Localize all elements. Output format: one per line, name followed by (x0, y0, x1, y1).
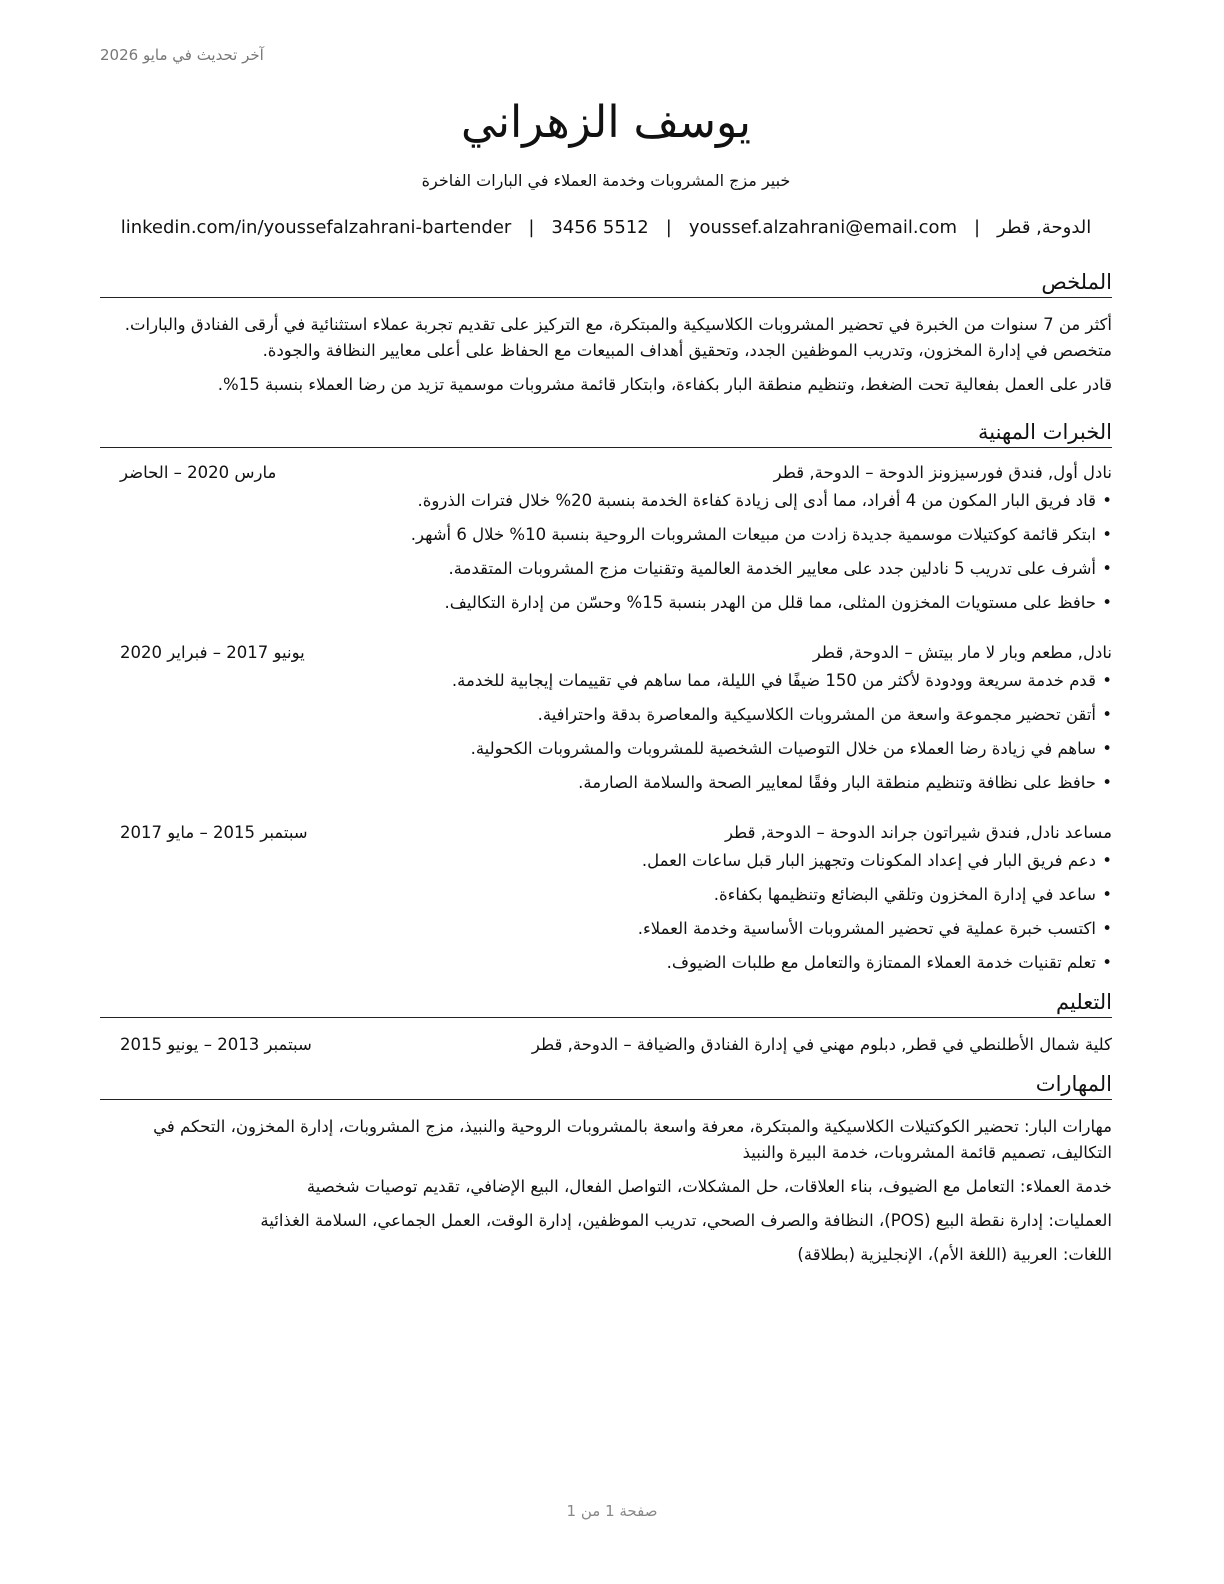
job-dates: مارس 2020 – الحاضر (120, 463, 277, 482)
job-bullet: • اكتسب خبرة عملية في تحضير المشروبات الأساسية وخدمة العملاء. (637, 919, 1112, 938)
contact-separator: | (665, 217, 672, 238)
skill-line: خدمة العملاء: التعامل مع الضيوف، بناء العلاقات، حل المشكلات، التواصل الفعال، البيع الإضافي، تقديم توصيات شخصية (306, 1177, 1112, 1196)
job-heading: نادل أول, فندق فورسيزونز الدوحة – الدوحة, قطر (773, 463, 1112, 482)
skill-line: العمليات: إدارة نقطة البيع (POS)، النظافة والصرف الصحي، تدريب الموظفين، إدارة الوقت، العمل الجماعي، السلامة الغذائية (260, 1211, 1112, 1230)
summary-section (100, 268, 1112, 398)
job-heading: مساعد نادل, فندق شيراتون جراند الدوحة – الدوحة, قطر (724, 823, 1112, 842)
education-entry: كلية شمال الأطلنطي في قطر, دبلوم مهني في إدارة الفنادق والضيافة – الدوحة, قطر (531, 1035, 1112, 1054)
job-bullet: • ساهم في زيادة رضا العملاء من خلال التوصيات الشخصية للمشروبات والمشروبات الكحولية. (470, 739, 1112, 758)
resume-page (100, 90, 1112, 1268)
summary-title: الملخص (100, 268, 1112, 298)
contact-separator: | (974, 217, 981, 238)
job-bullet: • أتقن تحضير مجموعة واسعة من المشروبات الكلاسيكية والمعاصرة بدقة واحترافية. (537, 705, 1112, 724)
skills-title: المهارات (100, 1070, 1112, 1100)
contact-separator: | (528, 217, 535, 238)
skill-line: مهارات البار: تحضير الكوكتيلات الكلاسيكية والمبتكرة، معرفة واسعة بالمشروبات الروحية والنبيذ، مزج المشروبات، إدارة المخزون، التحكم في التكاليف، تصميم قائمة المشروبات، خدمة البيرة والنبيذ (153, 1117, 1112, 1162)
summary-paragraph: قادر على العمل بفعالية تحت الضغط، وتنظيم منطقة البار بكفاءة، وابتكار قائمة مشروبات موسمية تزيد من رضا العملاء بنسبة 15%. (217, 375, 1112, 394)
job-bullet: • حافظ على مستويات المخزون المثلى، مما قلل من الهدر بنسبة 15% وحسّن من إدارة التكاليف. (444, 593, 1112, 612)
last-updated-note: آخر تحديث في مايو 2026 (100, 46, 264, 64)
contact-line (100, 216, 1112, 240)
contact-email[interactable]: youssef.alzahrani@email.com (688, 217, 958, 238)
skills-section (100, 1070, 1112, 1268)
summary-paragraph: أكثر من 7 سنوات من الخبرة في تحضير المشروبات الكلاسيكية والمبتكرة، مع التركيز على تقديم تجربة عملاء استثنائية في أرقى الفنادق والبارات. متخصص في إدارة المخزون، وتدريب الموظفين الجدد، وتحقيق أهداف المبيعات مع الحفاظ على أعلى معايير النظافة والجودة. (124, 315, 1112, 360)
skill-line: اللغات: العربية (اللغة الأم)، الإنجليزية (بطلاقة) (797, 1245, 1112, 1264)
job-entry (100, 460, 1112, 616)
education-title: التعليم (100, 988, 1112, 1018)
education-dates: سبتمبر 2013 – يونيو 2015 (120, 1035, 312, 1054)
page-number: صفحة 1 من 1 (566, 1502, 658, 1520)
job-bullet: • ابتكر قائمة كوكتيلات موسمية جديدة زادت من مبيعات المشروبات الروحية بنسبة 10% خلال 6 أشهر. (410, 525, 1112, 544)
experience-title: الخبرات المهنية (100, 418, 1112, 448)
job-dates: يونيو 2017 – فبراير 2020 (120, 643, 305, 662)
job-bullet: • دعم فريق البار في إعداد المكونات وتجهيز البار قبل ساعات العمل. (641, 851, 1112, 870)
job-heading: نادل, مطعم وبار لا مار بيتش – الدوحة, قطر (812, 643, 1112, 662)
experience-section (100, 418, 1112, 976)
candidate-name: يوسف الزهراني (461, 97, 751, 148)
job-dates: سبتمبر 2015 – مايو 2017 (120, 823, 308, 842)
contact-linkedin[interactable]: linkedin.com/in/youssefalzahrani-bartender (120, 217, 512, 238)
education-section (100, 988, 1112, 1058)
job-entry (100, 640, 1112, 796)
contact-phone[interactable]: 3456 5512 (551, 217, 649, 238)
job-bullet: • ساعد في إدارة المخزون وتلقي البضائع وتنظيمها بكفاءة. (713, 885, 1112, 904)
job-bullet: • قاد فريق البار المكون من 4 أفراد، مما أدى إلى زيادة كفاءة الخدمة بنسبة 20% خلال فترات الذروة. (417, 491, 1112, 510)
job-bullet: • أشرف على تدريب 5 نادلين جدد على معايير الخدمة العالمية وتقنيات مزج المشروبات المتقدمة. (448, 559, 1112, 578)
candidate-headline: خبير مزج المشروبات وخدمة العملاء في البارات الفاخرة (421, 171, 791, 190)
job-bullet: • تعلم تقنيات خدمة العملاء الممتازة والتعامل مع طلبات الضيوف. (666, 953, 1112, 972)
contact-location: الدوحة, قطر (997, 217, 1092, 238)
job-entry (100, 820, 1112, 976)
job-bullet: • حافظ على نظافة وتنظيم منطقة البار وفقًا لمعايير الصحة والسلامة الصارمة. (578, 773, 1112, 792)
job-bullet: • قدم خدمة سريعة وودودة لأكثر من 150 ضيفًا في الليلة، مما ساهم في تقييمات إيجابية للخدمة. (451, 671, 1112, 690)
